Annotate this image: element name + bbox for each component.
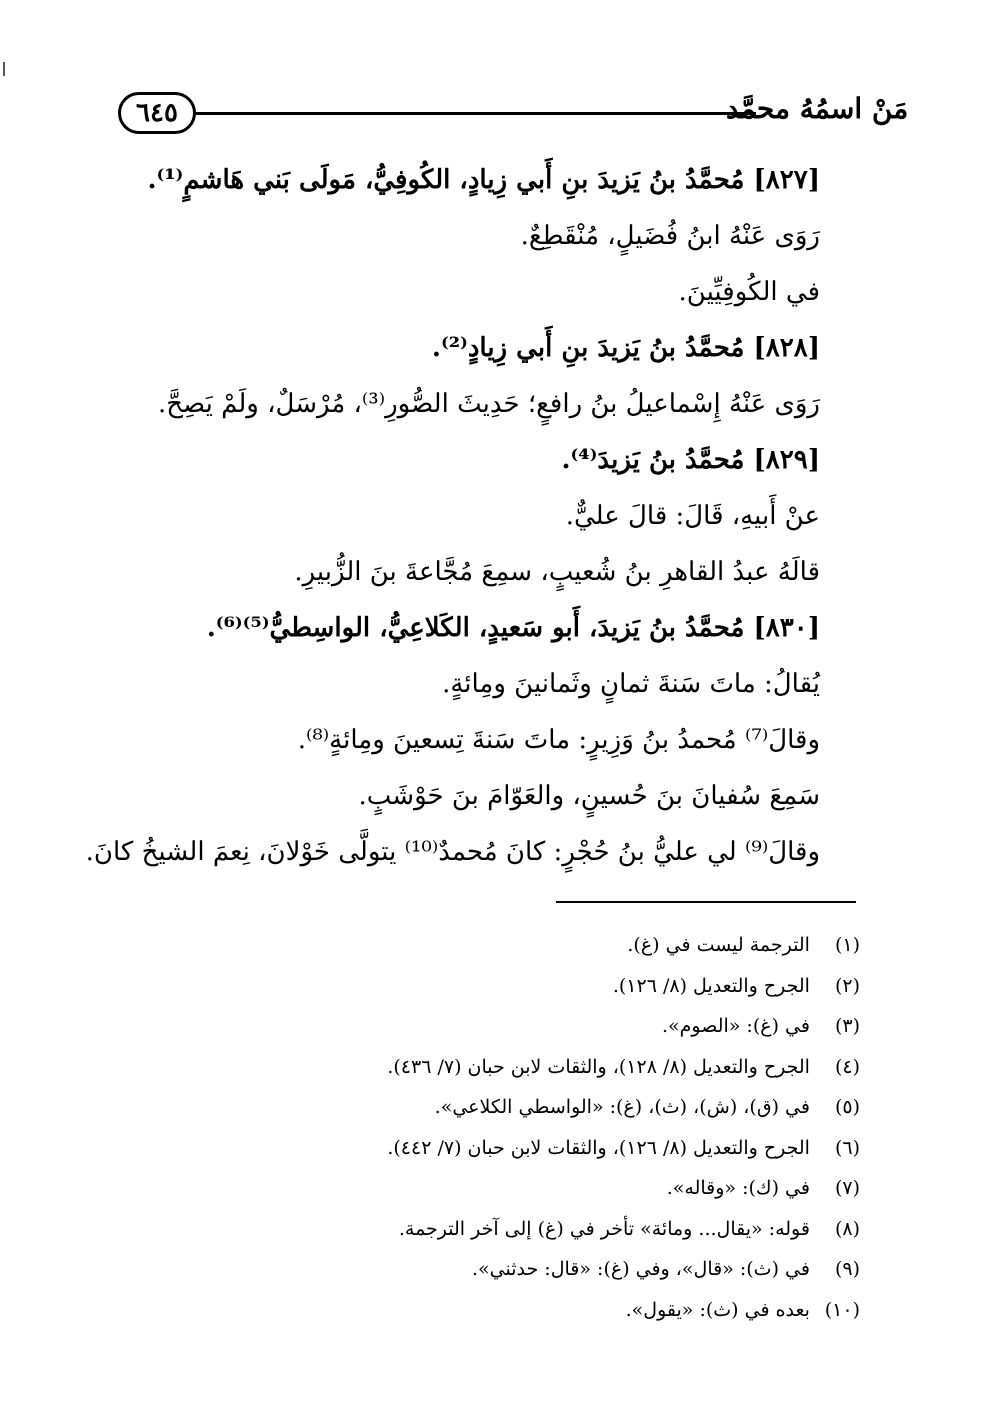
footnote-number: (١٠)	[824, 1298, 860, 1321]
page-number: ٦٤٥	[118, 92, 196, 134]
scan-edge-mark	[3, 62, 5, 76]
footnote-number: (٩)	[834, 1258, 860, 1280]
footnote	[300, 1168, 860, 1209]
footnote-text: الجرح والتعديل (٨/ ١٢٨)، والثقات لابن حبان (٧/ ٤٣٦).	[387, 1055, 810, 1078]
text-line: قالَهُ عبدُ القاهرِ بنُ شُعيبٍ، سمِعَ مُجَّاعةَ بنَ الزُّبيرِ.	[294, 557, 820, 587]
footnote-text: في (ك): «وقاله».	[666, 1177, 810, 1199]
footnote-number: (١)	[834, 934, 860, 956]
text-line: رَوَى عَنْهُ ابنُ فُضَيلٍ، مُنْقَطِعٌ.	[520, 221, 820, 251]
footnote	[300, 1290, 860, 1331]
text-line: رَوَى عَنْهُ إِسْماعيلُ بنُ رافعٍ؛ حَدِيثَ الصُّورِ⁽³⁾، مُرْسَلٌ، ولَمْ يَصِحَّ.	[157, 389, 820, 419]
text-line: وقالَ⁽⁹⁾ لي عليُّ بنُ حُجْرٍ: كانَ مُحمدٌ⁽¹⁰⁾ يتولَّى خَوْلانَ، نِعمَ الشيخُ كانَ.	[85, 837, 820, 867]
footnote-text: الترجمة ليست في (غ).	[627, 934, 810, 956]
footnote	[300, 1209, 860, 1250]
footnote-text: في (ق)، (ش)، (ث)، (غ): «الواسطي الكلاعي».	[434, 1096, 810, 1118]
running-title: مَنْ اسمُهُ محمَّد	[726, 92, 909, 125]
footnote-separator	[556, 901, 856, 903]
footnote	[300, 1047, 860, 1088]
footnote	[300, 966, 860, 1007]
text-line: وقالَ⁽⁷⁾ مُحمدُ بنُ وَزِيرٍ: ماتَ سَنةَ تِسعينَ ومِائةٍ⁽⁸⁾.	[297, 725, 820, 755]
text-line: في الكُوفِيِّينَ.	[678, 277, 820, 307]
footnote-number: (٧)	[834, 1177, 860, 1199]
text-line: عنْ أَبيهِ، قَالَ: قالَ عليٌّ.	[565, 501, 820, 531]
footnote-text: في (ث): «قال»، وفي (غ): «قال: حدثني».	[472, 1258, 810, 1280]
footnote-number: (٨)	[834, 1217, 860, 1240]
footnote-text: الجرح والتعديل (٨/ ١٢٦)، والثقات لابن حبان (٧/ ٤٤٢).	[387, 1136, 810, 1159]
footnote	[300, 1249, 860, 1290]
footnote-number: (٤)	[834, 1055, 860, 1078]
footnote	[300, 1006, 860, 1047]
footnote	[300, 925, 860, 966]
footnotes	[300, 925, 860, 1330]
footnote-text: الجرح والتعديل (٨/ ١٢٦).	[612, 974, 810, 997]
footnote	[300, 1128, 860, 1169]
footnote-text: في (غ): «الصوم».	[661, 1015, 810, 1037]
footnote-number: (٢)	[834, 974, 860, 997]
main-text	[85, 152, 820, 880]
text-line: يُقالُ: ماتَ سَنةَ ثمانٍ وثَمانينَ ومِائةٍ.	[442, 669, 820, 699]
entry-829-heading: [٨٢٩] مُحمَّدُ بنُ يَزيدَ⁽⁴⁾.	[561, 445, 820, 475]
entry-830-heading: [٨٣٠] مُحمَّدُ بنُ يَزيدَ، أَبو سَعيدٍ، الكَلاعِيُّ، الواسِطيُّ⁽⁵⁾⁽⁶⁾.	[206, 613, 820, 643]
footnote	[300, 1087, 860, 1128]
footnote-number: (٥)	[834, 1096, 860, 1118]
footnote-number: (٦)	[834, 1136, 860, 1159]
page-header	[118, 92, 909, 142]
footnote-number: (٣)	[834, 1015, 860, 1037]
text-line: سَمِعَ سُفيانَ بنَ حُسينٍ، والعَوّامَ بنَ حَوْشَبٍ.	[358, 781, 820, 811]
header-rule	[196, 112, 756, 115]
footnote-text: بعده في (ث): «يقول».	[625, 1298, 810, 1321]
footnote-text: قوله: «يقال... ومائة» تأخر في (غ) إلى آخر الترجمة.	[398, 1217, 810, 1240]
entry-828-heading: [٨٢٨] مُحمَّدُ بنُ يَزيدَ بنِ أَبي زِيادٍ⁽²⁾.	[431, 333, 820, 363]
entry-827-heading: [٨٢٧] مُحمَّدُ بنُ يَزيدَ بنِ أَبي زِيادٍ، الكُوفِيُّ، مَولَى بَني هَاشمٍ⁽¹⁾.	[147, 165, 820, 195]
